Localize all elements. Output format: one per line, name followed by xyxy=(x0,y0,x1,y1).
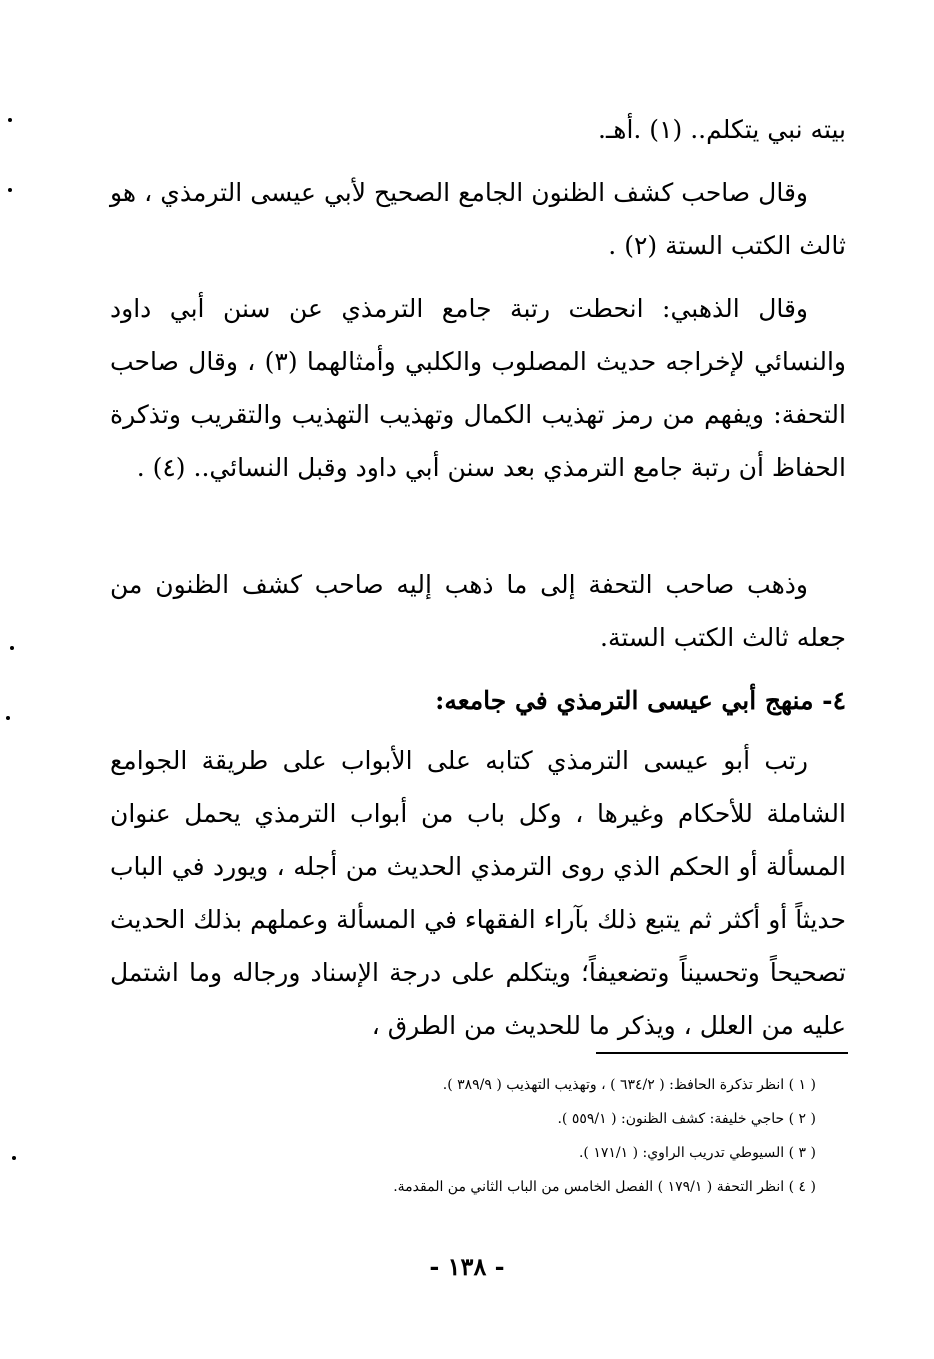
paragraph-block-3 xyxy=(110,282,846,494)
footnote-3: ( ٣ ) السيوطي تدريب الراوي: ( ١٧١/١ ). xyxy=(578,1145,816,1161)
footnote-1: ( ١ ) انظر تذكرة الحافظ: ( ٦٣٤/٢ ) ، وتهذيب التهذيب ( ٣٨٩/٩ ). xyxy=(442,1077,816,1093)
body-paragraph: رتب أبو عيسى الترمذي كتابه على الأبواب على طريقة الجوامع الشاملة للأحكام وغيرها ، وكل باب من أبواب الترمذي يحمل عنوان المسألة أو الحكم الذي روى الترمذي الحديث من أجله ، ويورد في الباب حديثاً أو أكثر ثم يتبع ذلك بآراء الفقهاء في المسألة وعملهم بذلك الحديث تصحيحاً وتحسيناً وتضعيفاً؛ ويتكلم على درجة الإسناد ورجاله وما اشتمل عليه من العلل ، ويذكر ما للحديث من الطرق ، xyxy=(110,746,846,1040)
scan-speck xyxy=(8,118,12,122)
paragraph-2: وقال صاحب كشف الظنون الجامع الصحيح لأبي عيسى الترمذي ، هو ثالث الكتب الستة (٢) . xyxy=(110,178,846,260)
page-number: - ١٣٨ - xyxy=(429,1252,505,1281)
paragraph-block-5 xyxy=(110,734,846,1052)
scan-speck xyxy=(10,646,14,650)
paragraph-1: بيته نبي يتكلم.. (١) .أهـ. xyxy=(598,115,846,144)
section-heading: ٤- منهج أبي عيسى الترمذي في جامعه: xyxy=(435,686,846,715)
scan-speck xyxy=(8,188,12,192)
scan-speck xyxy=(12,1156,16,1160)
paragraph-block-4 xyxy=(110,558,846,664)
footnote-divider xyxy=(596,1052,848,1054)
footnote-4: ( ٤ ) انظر التحفة ( ١٧٩/١ ) الفصل الخامس من الباب الثاني من المقدمة. xyxy=(393,1179,816,1195)
footnotes xyxy=(250,1068,816,1204)
footnote-2: ( ٢ ) حاجي خليفة: كشف الظنون: ( ٥٥٩/١ ). xyxy=(557,1111,816,1127)
opening-line xyxy=(110,103,846,156)
paragraph-block-2 xyxy=(110,166,846,272)
paragraph-3: وقال الذهبي: انحطت رتبة جامع الترمذي عن سنن أبي داود والنسائي لإخراجه حديث المصلوب والكلبي وأمثالهما (٣) ، وقال صاحب التحفة: ويفهم من رمز تهذيب الكمال وتهذيب التهذيب والتقريب وتذكرة الحفاظ أن رتبة جامع الترمذي بعد سنن أبي داود وقبل النسائي.. (٤) . xyxy=(110,294,846,482)
paragraph-4: وذهب صاحب التحفة إلى ما ذهب إليه صاحب كشف الظنون من جعله ثالث الكتب الستة. xyxy=(110,570,846,652)
scan-speck xyxy=(6,716,10,720)
